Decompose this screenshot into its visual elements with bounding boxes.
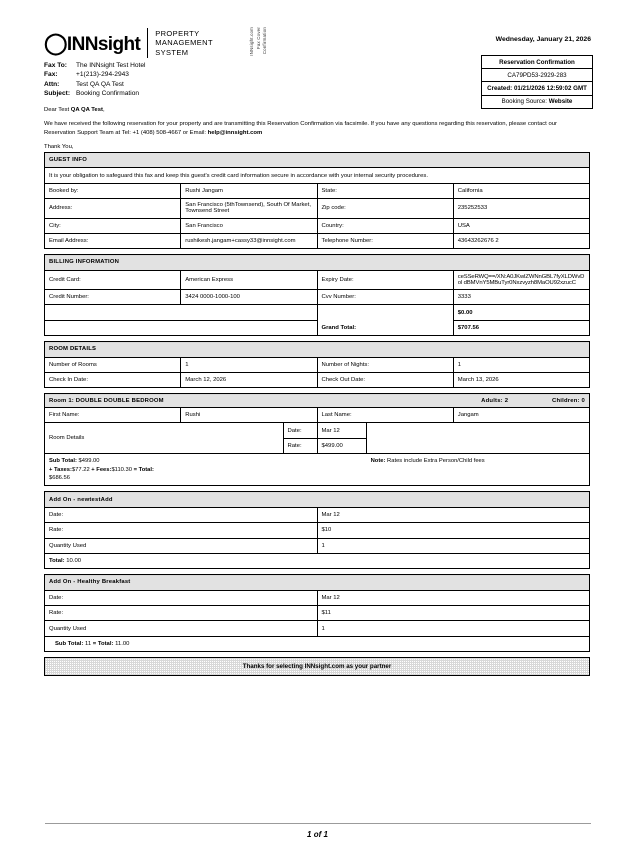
room-1-header-row <box>45 394 590 408</box>
vertical-mark-2: Fax Cover <box>255 27 261 50</box>
billing-section-header <box>45 255 590 270</box>
expiry-date-label: Expiry Date: <box>317 270 453 289</box>
addon-title: Add On - newtestAdd <box>45 492 590 507</box>
guest-info-title: GUEST INFO <box>45 153 590 168</box>
city-value: San Francisco <box>181 218 317 233</box>
addon-date-value: Mar 12 <box>317 590 590 605</box>
table-row <box>45 372 590 387</box>
document-header <box>0 0 635 150</box>
addon-total-row <box>45 553 590 568</box>
addon-sub-total-label: Sub Total: <box>55 640 84 647</box>
addon-table <box>44 574 590 652</box>
addon-rate-value: $11 <box>317 606 590 621</box>
city-label: City: <box>45 218 181 233</box>
table-row <box>45 606 590 621</box>
booked-by-value: Rushi Jangam <box>181 183 317 198</box>
footer-divider <box>45 823 591 824</box>
table-row <box>45 590 590 605</box>
address-value: San Francisco (5thTownsend), South Of Market, Townsend Street <box>181 199 317 218</box>
addon-total <box>45 553 590 568</box>
grand-total-label: Grand Total: <box>317 320 453 335</box>
table-row <box>45 218 590 233</box>
logo-divider <box>147 28 148 58</box>
total-value: $686.56 <box>49 474 70 481</box>
fax-to-value: The INNsight Test Hotel <box>76 62 146 69</box>
room-1-rate-table <box>44 422 590 486</box>
country-value: USA <box>453 218 589 233</box>
total-label: = Total: <box>133 466 154 473</box>
salutation-name: QA QA Test <box>70 107 103 113</box>
logo-tagline <box>155 29 213 57</box>
fax-row <box>44 70 146 79</box>
table-row <box>45 621 590 636</box>
table-row <box>45 183 590 198</box>
number-of-rooms-value: 1 <box>181 357 317 372</box>
table-row <box>45 305 590 320</box>
logo-tagline-line-3: SYSTEM <box>155 47 189 57</box>
guest-info-section-header <box>45 153 590 168</box>
created-value: 01/21/2026 12:59:02 GMT <box>513 84 587 92</box>
addon-date-label: Date: <box>45 590 318 605</box>
check-in-value: March 12, 2026 <box>181 372 317 387</box>
vertical-fax-marks <box>250 27 284 73</box>
fax-number-value: +1(213)-294-2943 <box>76 71 129 79</box>
table-row <box>45 523 590 538</box>
table-row <box>45 538 590 553</box>
fax-header-fields <box>44 61 146 99</box>
note-value: Rates include Extra Person/Child fees <box>387 458 485 465</box>
addon-total-label: Total: <box>49 558 65 565</box>
attn-label: Attn: <box>44 80 60 88</box>
addon-section-header <box>45 575 590 590</box>
room-1-totals <box>45 454 590 486</box>
country-label: Country: <box>317 218 453 233</box>
salutation-suffix: , <box>102 107 105 113</box>
addon-date-label: Date: <box>45 507 318 522</box>
expiry-date-value: ceSSeRWQ==/XN:A0JKwlZWNnGBL7fyXLDWvDol dBMVnY5MBuTyr0Nxzvyzh8MaOU92xzucC <box>453 270 589 289</box>
addon-total-value: 11.00 <box>115 640 130 647</box>
room-1-table <box>44 393 590 423</box>
billing-information-table <box>44 254 590 336</box>
addon-total-label: = Total: <box>92 640 114 647</box>
check-in-label: Check In Date: <box>45 372 181 387</box>
vertical-mark-3: Confirmation <box>262 27 268 55</box>
credit-number-value: 3424 0000-1000-100 <box>181 290 317 305</box>
support-email: help@innsight.com <box>207 129 263 136</box>
address-label: Address: <box>45 199 181 218</box>
vertical-mark-1: INNsight.com <box>249 27 254 56</box>
zip-label: Zip code: <box>317 199 453 218</box>
check-out-value: March 13, 2026 <box>453 372 589 387</box>
last-name-value: Jangam <box>453 408 589 423</box>
booked-by-label: Booked by: <box>45 183 181 198</box>
amount-paid-value: $0.00 <box>453 305 589 320</box>
addon-quantity-value: 1 <box>317 538 590 553</box>
first-name-label: First Name: <box>45 408 181 423</box>
date-stamp: Wednesday, January 21, 2026 <box>495 36 591 43</box>
page-number: 1 of 1 <box>307 830 328 839</box>
first-name-value: Rushi <box>181 408 317 423</box>
logo-text: INNsight <box>66 33 141 55</box>
taxes-value: $77.22 <box>71 466 90 473</box>
guest-info-disclaimer: It is your obligation to safeguard this fax and keep this guest's credit card information secure in accordance with your internal security procedures. <box>45 168 590 183</box>
logo-tagline-line-1: PROPERTY <box>155 28 200 38</box>
billing-title: BILLING INFORMATION <box>45 255 590 270</box>
reservation-code: CA79PD53-2929-283 <box>482 69 592 82</box>
check-out-label: Check Out Date: <box>317 372 453 387</box>
children-label: Children: <box>552 397 580 404</box>
guest-info-table <box>44 152 590 249</box>
addon-total <box>45 636 590 651</box>
addon-total-value: 10.00 <box>66 558 81 565</box>
taxes-label: + Taxes: <box>49 466 72 473</box>
innsight-logo <box>44 28 213 58</box>
state-value: California <box>453 183 589 198</box>
fax-to-label: Fax To: <box>44 62 67 69</box>
room-1-totals-row <box>45 454 590 486</box>
table-row <box>45 507 590 522</box>
rate-label: Rate: <box>283 438 317 453</box>
booking-source-value: Website <box>548 98 573 106</box>
addon-rate-value: $10 <box>317 523 590 538</box>
subject-label: Subject: <box>44 90 71 98</box>
adults-label: Adults: <box>481 397 503 404</box>
cvv-value: 3333 <box>453 290 589 305</box>
table-row <box>45 408 590 423</box>
room-1-note <box>371 457 585 465</box>
room-details-table <box>44 341 590 388</box>
room-details-cell-label: Room Details <box>45 423 284 454</box>
addon-date-value: Mar 12 <box>317 507 590 522</box>
last-name-label: Last Name: <box>317 408 453 423</box>
fax-row <box>44 80 146 89</box>
reservation-created <box>482 82 592 95</box>
room-1-occupancy <box>481 398 585 404</box>
salutation-prefix: Dear Test <box>44 107 71 113</box>
sub-total-label: Sub Total: <box>49 458 77 465</box>
room-1-header <box>45 394 590 408</box>
signoff-line-1: Thank You, <box>44 144 74 151</box>
room-1-title: Room 1: DOUBLE DOUBLE BEDROOM <box>49 397 164 404</box>
intro-paragraph <box>44 120 576 137</box>
table-row <box>45 199 590 218</box>
addon-title: Add On - Healthy Breakfast <box>45 575 590 590</box>
email-label: Email Address: <box>45 233 181 248</box>
intro-paragraph-line-2: Reservation Support Team at Tel: +1 (408) 508-4667 or Email: <box>44 129 208 136</box>
table-row <box>45 357 590 372</box>
adults-value: 2 <box>504 397 509 404</box>
zip-value: 235252533 <box>453 199 589 218</box>
subject-value: Booking Confirmation <box>76 90 140 98</box>
document-body <box>44 152 590 676</box>
rate-date-label: Date: <box>283 423 317 438</box>
addon-quantity-value: 1 <box>317 621 590 636</box>
table-row <box>45 270 590 289</box>
salutation <box>44 106 576 114</box>
intro-paragraph-line-1: We have received the following reservation for your property and are transmitting this Reservation Confirmation via facsimile. If you have any questions regarding this reservation, please contact our <box>44 121 557 128</box>
reservation-box-title: Reservation Confirmation <box>482 56 592 69</box>
logo-wordmark <box>44 33 140 54</box>
addon-rate-label: Rate: <box>45 523 318 538</box>
rate-value: $499.00 <box>317 438 366 453</box>
fees-label: + Fees: <box>91 466 112 473</box>
attn-value: Test QA QA Test <box>76 80 124 88</box>
fees-value: $110.30 <box>111 466 132 473</box>
table-row <box>45 290 590 305</box>
addon-quantity-label: Quantity Used <box>45 538 318 553</box>
fax-number-label: Fax: <box>44 71 58 79</box>
rate-date-value: Mar 12 <box>317 423 366 438</box>
room-details-section-header <box>45 342 590 357</box>
number-of-nights-value: 1 <box>453 357 589 372</box>
booking-source-label: Booking Source: <box>501 98 548 106</box>
children-value: 0 <box>581 397 585 404</box>
credit-card-value: American Express <box>181 270 317 289</box>
cvv-label: Cvv Number: <box>317 290 453 305</box>
credit-card-label: Credit Card: <box>45 270 181 289</box>
guest-info-disclaimer-row <box>45 168 590 183</box>
email-value: rushikesh.jangam+cassy33@innsight.com <box>181 233 317 248</box>
sub-total-value: $499.00 <box>78 458 100 465</box>
note-label: Note: <box>370 458 386 465</box>
table-row <box>45 320 590 335</box>
magnifier-icon: ◯ <box>44 31 67 55</box>
addon-table <box>44 491 590 569</box>
created-label: Created: <box>487 84 513 92</box>
state-label: State: <box>317 183 453 198</box>
table-row <box>45 233 590 248</box>
telephone-label: Telephone Number: <box>317 233 453 248</box>
page-footer <box>0 823 635 839</box>
fax-row <box>44 89 146 98</box>
table-row <box>45 423 590 438</box>
addon-quantity-label: Quantity Used <box>45 621 318 636</box>
addon-rate-label: Rate: <box>45 606 318 621</box>
room-details-title: ROOM DETAILS <box>45 342 590 357</box>
logo-tagline-line-2: MANAGEMENT <box>155 38 213 48</box>
number-of-rooms-label: Number of Rooms <box>45 357 181 372</box>
grand-total-value: $707.56 <box>453 320 589 335</box>
reservation-confirmation-box <box>481 55 593 109</box>
credit-number-label: Credit Number: <box>45 290 181 305</box>
thanks-banner: Thanks for selecting INNsight.com as your partner <box>44 657 590 676</box>
addon-sub-total-value: 11 <box>85 640 92 647</box>
addon-section-header <box>45 492 590 507</box>
room-1-subtotal-block <box>49 457 371 482</box>
telephone-value: 43643262676 2 <box>453 233 589 248</box>
fax-row <box>44 61 146 70</box>
number-of-nights-label: Number of Nights: <box>317 357 453 372</box>
addon-total-row <box>45 636 590 651</box>
